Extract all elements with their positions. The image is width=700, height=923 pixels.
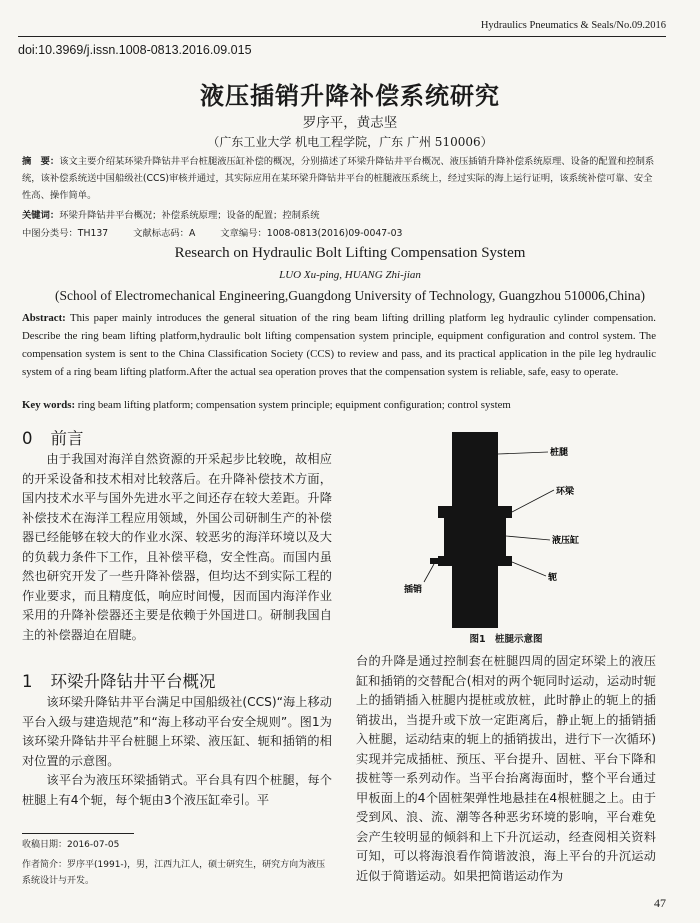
cylinder-left-shape: [444, 518, 454, 556]
label-cylinder: 液压缸: [552, 536, 580, 546]
right-column-body: [356, 652, 656, 886]
keywords-en: [22, 399, 656, 411]
leg-leader: [498, 452, 548, 454]
section-0-body: [22, 450, 332, 645]
keywords-en-label: Key words:: [22, 399, 76, 411]
section-0-heading: [22, 425, 84, 449]
section-0-title: 前言: [50, 429, 84, 448]
keywords-cn-text: 环梁升降钻井平台概况；补偿系统原理；设备的配置；控制系统: [59, 210, 320, 221]
header-rule: [18, 36, 666, 37]
affiliation-en: (School of Electromechanical Engineering,Guangdong University of Technology, Guangzhou 510006,China): [55, 288, 645, 303]
authors-en: LUO Xu-ping, HUANG Zhi-jian: [279, 269, 421, 281]
section-0-paragraph: 由于我国对海洋自然资源的开采起步比较晚，故相应的开采设备和技术相对比较落后。在升降补偿技术方面，国内技术水平与国外先进水平之间还存在较大差距。升降补偿技术在海洋工程应用领域，外国公司研制生产的补偿器已经能够在较大的作业水深、较恶劣的海洋环境以及大的负载力条件下工作，且补偿平稳，安全性高。而国内虽然也研究开发了一些升降补偿器，但均达不到实际工程的作业要求，而且精度低，响应时间慢，因而国内海洋作业采用的升降补偿器还主要是依赖于外国进口。研制我国自主的补偿器迫在眉睫。: [22, 452, 332, 642]
page-number: 47: [654, 896, 666, 910]
label-bolt: 插销: [404, 585, 423, 595]
article-number: 文章编号：1008-0813(2016)09-0047-03: [220, 228, 403, 239]
pile-leg-shape: [452, 432, 498, 628]
label-yoke: 轭: [548, 573, 558, 583]
keywords-en-text: ring beam lifting platform; compensation system principle; equipment configuration; control system: [75, 399, 511, 411]
document-code: 文献标志码：A: [133, 228, 196, 239]
journal-header: Hydraulics Pneumatics & Seals/No.09.2016: [480, 20, 666, 31]
title-cn: 液压插销升降补偿系统研究: [200, 82, 500, 110]
figure-1: [400, 432, 640, 628]
section-1-paragraph-2: 该平台为液压环梁插销式。平台具有四个桩腿，每个桩腿上有4个轭，每个轭由3个液压缸牵引。平: [22, 773, 332, 807]
label-ring: 环梁: [556, 487, 575, 497]
section-1-body: [22, 693, 332, 810]
abstract-en-label: Abstract:: [22, 312, 66, 324]
abstract-en-text: This paper mainly introduces the general situation of the ring beam lifting drilling platform leg hydraulic cylinder compensation. Describe the ring beam lifting platform,hydraulic bolt lifting compensation system principle, equipment configuration and control system. The compensation system is sent to the China Classification Society (CCS) to review and pass, and its practical application in the pile leg hydraulic system of a ring beam lifting platform.After the actual sea operation proves that the compensation system is reliable, safe, easy to operate.: [22, 312, 656, 378]
abstract-cn-label: 摘 要：: [22, 156, 60, 167]
ring-leader: [512, 490, 554, 512]
bolt-shape: [430, 558, 438, 564]
section-0-number: 0: [22, 429, 33, 448]
label-leg: 桩腿: [550, 448, 569, 458]
footnote-received: 收稿日期：2016-07-05: [22, 840, 120, 850]
keywords-cn: [22, 207, 656, 221]
clc-number: 中图分类号：TH137: [22, 228, 109, 239]
footnote-author: 作者简介：罗序平(1991-)，男，江西九江人，硕士研究生，研究方向为液压系统设计与开发。: [22, 860, 326, 886]
figure-1-caption: 图1 桩腿示意图: [469, 634, 543, 645]
cylinder-right-shape: [496, 518, 506, 556]
cylinder-leader: [506, 536, 550, 540]
classification-line: [22, 225, 424, 239]
authors-cn: 罗序平，黄志坚: [302, 115, 398, 131]
ring-beam-shape: [438, 506, 512, 518]
section-1-number: 1: [22, 672, 33, 691]
title-en: Research on Hydraulic Bolt Lifting Compensation System: [174, 245, 526, 261]
doi[interactable]: doi:10.3969/j.issn.1008-0813.2016.09.015: [18, 43, 252, 57]
leg-diagram: [400, 432, 640, 628]
keywords-cn-label: 关键词：: [22, 210, 60, 221]
right-column-paragraph: 台的升降是通过控制套在桩腿四周的固定环梁上的液压缸和插销的交替配合(相对的两个轭同时运动，运动时轭上的插销插入桩腿内提桩或放桩，此时静止的轭上的插销拔出，当提升或下放一定距离后，静止轭上的插销插入桩腿，运动结束的轭上的插销拔出，进行下一次循环)实现并完成插桩、预压、平台提升、固桩、平台下降和拔桩等一系列动作。当平台抬离海面时，整个平台通过甲板面上的4个固桩架弹性地悬挂在4根桩腿之上。由于受到风、浪、流、潮等各种恶劣环境的影响，平台难免会产生较明显的倾斜和上下升沉运动，经查阅相关资料可知，可以将海浪看作简谐波浪，海上平台的升沉运动近似于简谐运动。如果把简谐运动作为: [356, 654, 656, 883]
section-1-paragraph-1: 该环梁升降钻井平台满足中国船级社(CCS)“海上移动平台入级与建造规范”和“海上移动平台安全规则”。图1为该环梁升降钻井平台桩腿上环梁、液压缸、轭和插销的相对位置的示意图。: [22, 695, 332, 768]
yoke-leader: [512, 562, 546, 576]
yoke-shape: [438, 556, 512, 566]
abstract-en: [22, 309, 656, 381]
footnote-rule: [22, 833, 134, 834]
abstract-cn-text: 该文主要介绍某环梁升降钻井平台桩腿液压缸补偿的概况，分别描述了环梁升降钻井平台概况、液压插销升降补偿系统原理、设备的配置和控制系统，该补偿系统送中国船级社(CCS)审核并通过，其实际应用在某环梁升降钻井平台的桩腿液压系统上，经过实际的海上运行证明，该系统补偿可靠、安全性高、操作简单。: [22, 156, 655, 201]
section-1-heading: [22, 668, 216, 692]
bolt-leader: [424, 564, 434, 582]
abstract-cn: [22, 153, 656, 204]
affiliation-cn: （广东工业大学 机电工程学院，广东 广州 510006）: [207, 135, 493, 149]
section-1-title: 环梁升降钻井平台概况: [50, 672, 216, 691]
